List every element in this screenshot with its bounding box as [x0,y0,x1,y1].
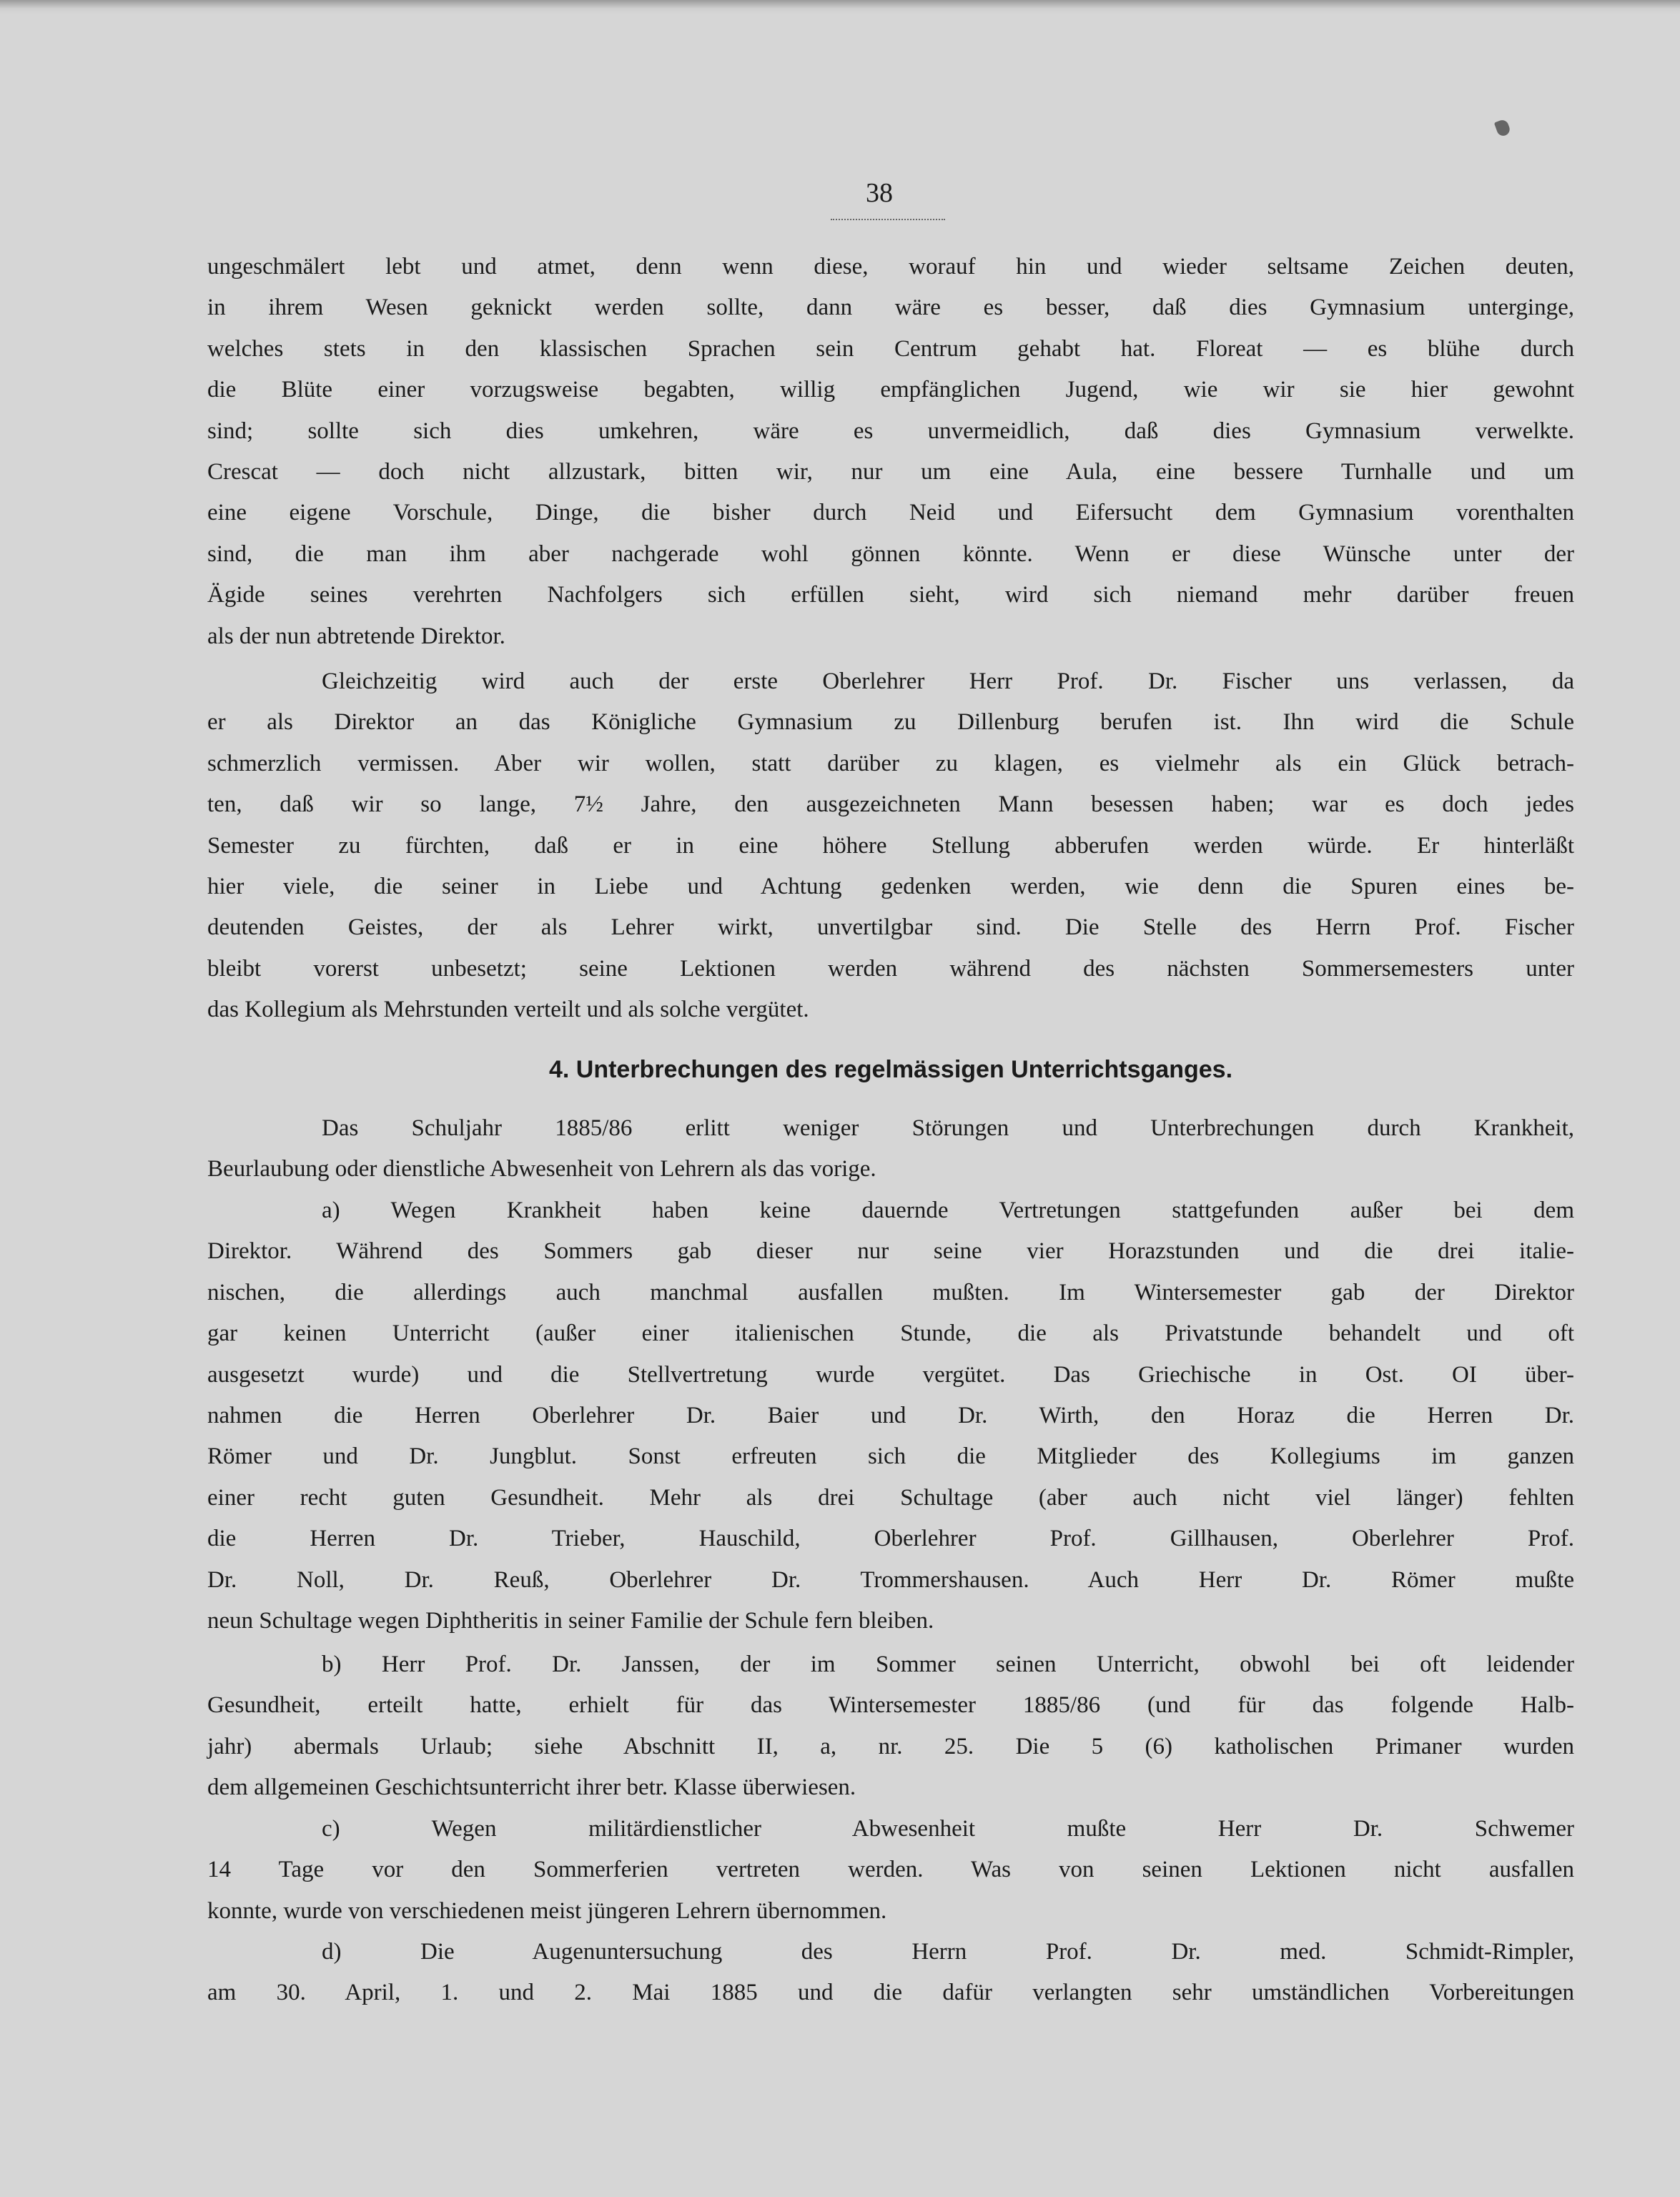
text-line: nahmen die Herren Oberlehrer Dr. Baier und Dr. Wirth, den Horaz die Herren Dr. [207,1402,1574,1428]
text-line: Beurlaubung oder dienstliche Abwesenheit von Lehrern als das vorige. [207,1156,876,1183]
text-line: Ägide seines verehrten Nachfolgers sich erfüllen sieht, wird sich niemand mehr darüber freuen [207,582,1574,608]
text-line: dem allgemeinen Geschichtsunterricht ihrer betr. Klasse überwiesen. [207,1774,856,1801]
text-line: gar keinen Unterricht (außer einer italienischen Stunde, die als Privatstunde behandelt und oft [207,1320,1574,1347]
text-line: Gesundheit, erteilt hatte, erhielt für das Wintersemester 1885/86 (und für das folgende Halb- [207,1692,1574,1719]
text-line: Gleichzeitig wird auch der erste Oberlehrer Herr Prof. Dr. Fischer uns verlassen, da [322,668,1574,694]
paragraph-1 [207,247,1574,657]
text-line: sind, die man ihm aber nachgerade wohl gönnen könnte. Wenn er diese Wünsche unter der [207,540,1574,567]
text-line: als der nun abtretende Direktor. [207,623,505,649]
page-number-rule [831,219,945,222]
text-line: konnte, wurde von verschiedenen meist jüngeren Lehrern übernommen. [207,1897,887,1924]
text-line: hier viele, die seiner in Liebe und Achtung gedenken werden, wie denn die Spuren eines be- [207,873,1574,899]
text-line: a) Wegen Krankheit haben keine dauernde Vertretungen stattgefunden außer bei dem [322,1198,1574,1223]
text-line: am 30. April, 1. und 2. Mai 1885 und die dafür verlangten sehr umständlichen Vorbereitungen [207,1980,1574,2006]
scan-top-edge [0,0,1680,14]
text-line: schmerzlich vermissen. Aber wir wollen, statt darüber zu klagen, es vielmehr als ein Glück betrach- [207,750,1574,776]
text-line: in ihrem Wesen geknickt werden sollte, dann wäre es besser, daß dies Gymnasium unterginge, [207,295,1574,321]
text-line: Das Schuljahr 1885/86 erlitt weniger Störungen und Unterbrechungen durch Krankheit, [322,1115,1574,1141]
text-line: sind; sollte sich dies umkehren, wäre es unvermeidlich, daß dies Gymnasium verwelkte. [207,418,1574,444]
paragraph-3 [207,1108,1574,1190]
text-line: Direktor. Während des Sommers gab dieser nur seine vier Horazstunden und die drei italie- [207,1238,1574,1265]
text-line: Crescat — doch nicht allzustark, bitten wir, nur um eine Aula, eine bessere Turnhalle und um [207,458,1574,485]
text-line: b) Herr Prof. Dr. Janssen, der im Sommer seinen Unterricht, obwohl bei oft leidender [322,1652,1574,1677]
paragraph-c [207,1809,1574,1932]
text-line: d) Die Augenuntersuchung des Herrn Prof. Dr. med. Schmidt-Rimpler, [322,1939,1574,1965]
page-number: 38 [866,178,893,208]
text-line: Dr. Noll, Dr. Reuß, Oberlehrer Dr. Trommershausen. Auch Herr Dr. Römer mußte [207,1566,1574,1593]
text-line: die Herren Dr. Trieber, Hauschild, Oberlehrer Prof. Gillhausen, Oberlehrer Prof. [207,1526,1574,1552]
paragraph-2 [207,661,1574,1031]
text-line: Römer und Dr. Jungblut. Sonst erfreuten sich die Mitglieder des Kollegiums im ganzen [207,1443,1574,1470]
text-line: ausgesetzt wurde) und die Stellvertretung wurde vergütet. Das Griechische in Ost. OI über- [207,1361,1574,1388]
text-line: eine eigene Vorschule, Dinge, die bisher durch Neid und Eifersucht dem Gymnasium vorenthalten [207,500,1574,526]
text-line: nischen, die allerdings auch manchmal ausfallen mußten. Im Wintersemester gab der Direktor [207,1279,1574,1305]
text-line: 14 Tage vor den Sommerferien vertreten werden. Was von seinen Lektionen nicht ausfallen [207,1857,1574,1883]
text-line: neun Schultage wegen Diphtheritis in seiner Familie der Schule fern bleiben. [207,1607,934,1634]
paragraph-b [207,1644,1574,1809]
text-line: welches stets in den klassischen Sprachen sein Centrum gehabt hat. Floreat — es blühe durch [207,335,1574,362]
text-line: einer recht guten Gesundheit. Mehr als drei Schultage (aber auch nicht viel länger) fehlten [207,1484,1574,1511]
text-line: c) Wegen militärdienstlicher Abwesenheit mußte Herr Dr. Schwemer [322,1816,1574,1842]
text-line: Semester zu fürchten, daß er in eine höhere Stellung abberufen werden würde. Er hinterläßt [207,832,1574,859]
text-line: jahr) abermals Urlaub; siehe Abschnitt II, a, nr. 25. Die 5 (6) katholischen Primaner wurden [207,1733,1574,1759]
text-line: die Blüte einer vorzugsweise begabten, willig empfänglichen Jugend, wie wir sie hier gewohnt [207,377,1574,403]
text-line: das Kollegium als Mehrstunden verteilt und als solche vergütet. [207,997,809,1023]
paragraph-d [207,1932,1574,2014]
text-line: er als Direktor an das Königliche Gymnasium zu Dillenburg berufen ist. Ihn wird die Schule [207,709,1574,736]
paragraph-a [207,1190,1574,1641]
text-line: ungeschmälert lebt und atmet, denn wenn diese, worauf hin und wieder seltsame Zeichen deuten, [207,254,1574,280]
text-line: ten, daß wir so lange, 7½ Jahre, den ausgezeichneten Mann besessen haben; war es doch jedes [207,791,1574,818]
section-heading: 4. Unterbrechungen des regelmässigen Unterrichtsganges. [548,1056,1233,1083]
ink-blot [1494,119,1511,138]
text-line: deutenden Geistes, der als Lehrer wirkt, unvertilgbar sind. Die Stelle des Herrn Prof. Fischer [207,914,1574,941]
text-line: bleibt vorerst unbesetzt; seine Lektionen werden während des nächsten Sommersemesters unter [207,955,1574,982]
